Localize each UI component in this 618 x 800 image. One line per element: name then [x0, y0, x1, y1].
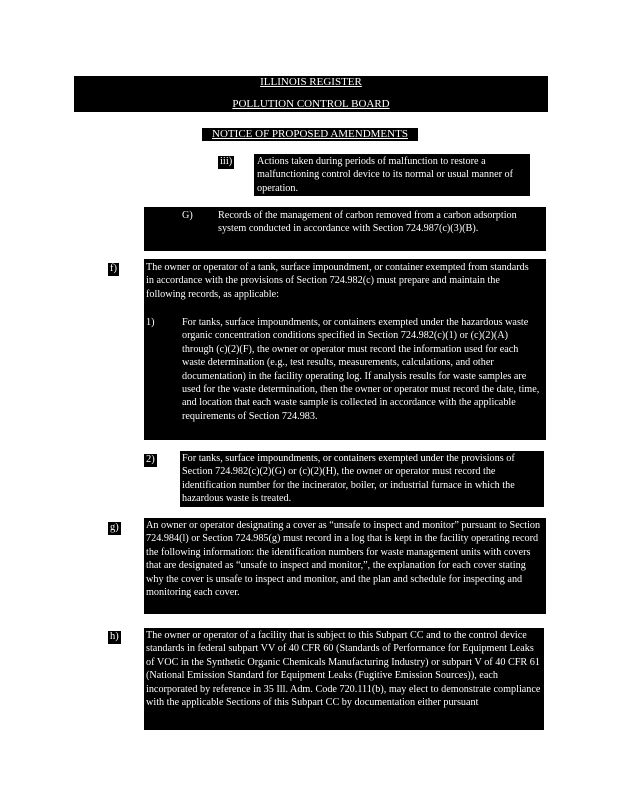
- item-f2-text: For tanks, surface impoundments, or containers exempted under the provisions of Section 724.982(c)(2)(G) or (c)(2)(H), the owner or operator must record the identification number for the incinerator, boiler, or industrial furnace in which the hazardous waste is treated.: [180, 451, 544, 507]
- item-f2-label: 2): [146, 454, 155, 465]
- item-f-label: f): [110, 263, 117, 274]
- item-f-text: The owner or operator of a tank, surface impoundment, or container exempted from standards in accordance with the provisions of Section 724.982(c) must prepare and maintain the following records, as applicable:: [146, 262, 529, 300]
- header-register: [74, 76, 548, 112]
- register-title: ILLINOIS REGISTER: [260, 76, 362, 88]
- item-f1-text: For tanks, surface impoundments, or containers exempted under the hazardous waste organic concentration conditions specified in Section 724.982(c)(1) or (c)(2)(A) through (c)(2)(F), the owner or operator must record the information used for each waste determination (e.g., test results, measurements, calculations, and other documentation) in the facility operating log. If analysis results for waste samples are used for the waste determination, then the owner or operator must record the date, time, and location that each waste sample is collected in accordance with the applicable requirements of Section 724.983.: [182, 317, 540, 422]
- item-G-block: [144, 207, 546, 251]
- item-h-label: h): [110, 631, 119, 642]
- board-title: POLLUTION CONTROL BOARD: [232, 98, 390, 111]
- item-f1-label: 1): [146, 317, 155, 328]
- item-iii-text: Actions taken during periods of malfunction to restore a malfunctioning control device to its normal or usual manner of operation.: [254, 154, 530, 196]
- item-h-text: The owner or operator of a facility that is subject to this Subpart CC and to the control device standards in federal subpart VV of 40 CFR 60 (Standards of Performance for Equipment Leaks of VOC in the Synthetic Organic Chemicals Manufacturing Industry) or subpart V of 40 CFR 61 (National Emission Standard for Equipment Leaks (Fugitive Emission Sources)), each incorporated by reference in 35 Ill. Adm. Code 720.111(b), may elect to demonstrate compliance with the applicable Sections of this Subpart CC by documentation either pursuant: [144, 628, 544, 730]
- item-G-text: Records of the management of carbon removed from a carbon adsorption system conducted in accordance with Section 724.987(c)(3)(B).: [218, 210, 517, 235]
- item-G-label: G): [182, 210, 193, 221]
- item-f-block: [144, 259, 546, 440]
- notice-title: NOTICE OF PROPOSED AMENDMENTS: [202, 128, 418, 141]
- item-iii-label: iii): [220, 156, 233, 167]
- item-g-label: g): [110, 522, 119, 533]
- item-g-text: An owner or operator designating a cover as “unsafe to inspect and monitor” pursuant to Section 724.984(l) or Section 724.985(g) must record in a log that is kept in the facility operating record the following information: the identification numbers for waste management units with covers that are designated as “unsafe to inspect and monitor,”, the explanation for each cover stating why the cover is unsafe to inspect and monitor, and the plan and schedule for inspecting and monitoring each cover.: [144, 518, 546, 614]
